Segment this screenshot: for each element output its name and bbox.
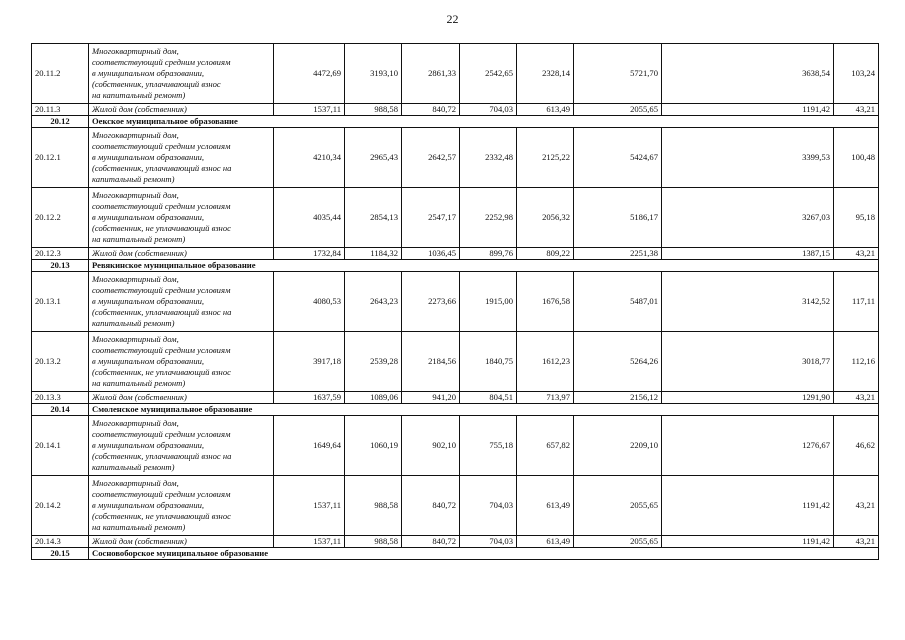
table-body (32, 44, 879, 560)
value-col-8: 43,21 (834, 476, 879, 536)
description-line: Многоквартирный дом, (92, 418, 179, 428)
value-col-1: 4472,69 (274, 44, 345, 104)
value-col-2: 2854,13 (345, 188, 402, 248)
table-row (32, 332, 879, 392)
value-col-8: 43,21 (834, 392, 879, 404)
value-col-3: 902,10 (402, 416, 460, 476)
row-code: 20.11.3 (32, 104, 89, 116)
row-description (89, 104, 274, 116)
description-line: соответствующий средним условиям (92, 489, 231, 499)
row-code: 20.14.1 (32, 416, 89, 476)
value-col-1: 4080,53 (274, 272, 345, 332)
value-col-6: 5424,67 (574, 128, 662, 188)
description-line: соответствующий средним условиям (92, 345, 231, 355)
value-col-8: 43,21 (834, 104, 879, 116)
value-col-3: 2861,33 (402, 44, 460, 104)
value-col-6: 2156,12 (574, 392, 662, 404)
value-col-4: 804,51 (460, 392, 517, 404)
description-line: (собственник, уплачивающий взнос (92, 79, 221, 89)
row-code: 20.15 (32, 548, 89, 560)
value-col-5: 613,49 (517, 476, 574, 536)
value-col-5: 809,22 (517, 248, 574, 260)
row-description (89, 392, 274, 404)
value-col-1: 1732,84 (274, 248, 345, 260)
value-col-6: 5487,01 (574, 272, 662, 332)
value-col-4: 1915,00 (460, 272, 517, 332)
description-line: в муниципальном образовании, (92, 212, 205, 222)
section-row (32, 260, 879, 272)
value-col-6: 2055,65 (574, 536, 662, 548)
description-line: (собственник, уплачивающий взнос на (92, 451, 232, 461)
table-row (32, 44, 879, 104)
value-col-2: 988,58 (345, 536, 402, 548)
value-col-5: 1612,23 (517, 332, 574, 392)
section-row (32, 116, 879, 128)
description-line: Жилой дом (собственник) (92, 248, 187, 258)
value-col-2: 3193,10 (345, 44, 402, 104)
value-col-7: 3399,53 (662, 128, 834, 188)
value-col-7: 1191,42 (662, 536, 834, 548)
row-code: 20.13 (32, 260, 89, 272)
value-col-4: 704,03 (460, 104, 517, 116)
value-col-7: 1387,15 (662, 248, 834, 260)
value-col-1: 1537,11 (274, 104, 345, 116)
value-col-1: 1537,11 (274, 476, 345, 536)
row-code: 20.14.2 (32, 476, 89, 536)
value-col-4: 1840,75 (460, 332, 517, 392)
description-line: соответствующий средним условиям (92, 429, 231, 439)
row-code: 20.13.2 (32, 332, 89, 392)
value-col-7: 3638,54 (662, 44, 834, 104)
section-row (32, 404, 879, 416)
value-col-6: 5264,26 (574, 332, 662, 392)
row-description (89, 416, 274, 476)
value-col-8: 43,21 (834, 536, 879, 548)
row-code: 20.13.1 (32, 272, 89, 332)
value-col-5: 2328,14 (517, 44, 574, 104)
value-col-5: 1676,58 (517, 272, 574, 332)
description-line: капитальный ремонт) (92, 318, 175, 328)
description-line: Многоквартирный дом, (92, 46, 179, 56)
value-col-3: 840,72 (402, 536, 460, 548)
table-row (32, 392, 879, 404)
value-col-7: 3142,52 (662, 272, 834, 332)
section-title: Оекское муниципальное образование (89, 116, 879, 128)
description-line: соответствующий средним условиям (92, 201, 231, 211)
value-col-3: 2184,56 (402, 332, 460, 392)
value-col-8: 117,11 (834, 272, 879, 332)
table-row (32, 128, 879, 188)
value-col-8: 100,48 (834, 128, 879, 188)
value-col-6: 5721,70 (574, 44, 662, 104)
description-line: на капитальный ремонт) (92, 378, 186, 388)
value-col-5: 613,49 (517, 536, 574, 548)
value-col-5: 2125,22 (517, 128, 574, 188)
description-line: (собственник, не уплачивающий взнос (92, 223, 231, 233)
value-col-3: 2642,57 (402, 128, 460, 188)
description-line: соответствующий средним условиям (92, 285, 231, 295)
value-col-1: 4210,34 (274, 128, 345, 188)
description-line: (собственник, не уплачивающий взнос (92, 367, 231, 377)
value-col-7: 1191,42 (662, 476, 834, 536)
table-row (32, 476, 879, 536)
description-line: в муниципальном образовании, (92, 152, 205, 162)
value-col-5: 613,49 (517, 104, 574, 116)
row-description (89, 536, 274, 548)
value-col-1: 3917,18 (274, 332, 345, 392)
description-line: в муниципальном образовании, (92, 500, 205, 510)
value-col-6: 5186,17 (574, 188, 662, 248)
value-col-3: 2547,17 (402, 188, 460, 248)
description-line: Многоквартирный дом, (92, 190, 179, 200)
row-description (89, 272, 274, 332)
value-col-4: 899,76 (460, 248, 517, 260)
value-col-2: 2965,43 (345, 128, 402, 188)
value-col-2: 1184,32 (345, 248, 402, 260)
value-col-8: 103,24 (834, 44, 879, 104)
value-col-7: 3018,77 (662, 332, 834, 392)
description-line: в муниципальном образовании, (92, 356, 205, 366)
row-code: 20.12.3 (32, 248, 89, 260)
row-description (89, 44, 274, 104)
description-line: в муниципальном образовании, (92, 440, 205, 450)
description-line: на капитальный ремонт) (92, 234, 186, 244)
description-line: (собственник, не уплачивающий взнос (92, 511, 231, 521)
value-col-7: 1291,90 (662, 392, 834, 404)
description-line: Многоквартирный дом, (92, 274, 179, 284)
value-col-4: 704,03 (460, 476, 517, 536)
table-row (32, 416, 879, 476)
row-code: 20.11.2 (32, 44, 89, 104)
page-number: 22 (446, 12, 459, 26)
value-col-1: 1537,11 (274, 536, 345, 548)
table-row (32, 536, 879, 548)
row-description (89, 476, 274, 536)
description-line: Жилой дом (собственник) (92, 392, 187, 402)
value-col-8: 112,16 (834, 332, 879, 392)
value-col-4: 2332,48 (460, 128, 517, 188)
table-row (32, 104, 879, 116)
value-col-2: 988,58 (345, 476, 402, 536)
description-line: на капитальный ремонт) (92, 90, 186, 100)
description-line: на капитальный ремонт) (92, 522, 186, 532)
value-col-1: 1649,64 (274, 416, 345, 476)
value-col-2: 1089,06 (345, 392, 402, 404)
row-code: 20.12.1 (32, 128, 89, 188)
value-col-3: 941,20 (402, 392, 460, 404)
row-description (89, 248, 274, 260)
value-col-8: 43,21 (834, 248, 879, 260)
description-line: в муниципальном образовании, (92, 68, 205, 78)
value-col-6: 2055,65 (574, 476, 662, 536)
section-title: Сосновоборское муниципальное образование (89, 548, 879, 560)
description-line: Жилой дом (собственник) (92, 104, 187, 114)
value-col-7: 3267,03 (662, 188, 834, 248)
description-line: капитальный ремонт) (92, 462, 175, 472)
value-col-8: 46,62 (834, 416, 879, 476)
value-col-4: 704,03 (460, 536, 517, 548)
row-code: 20.12.2 (32, 188, 89, 248)
value-col-7: 1191,42 (662, 104, 834, 116)
description-line: Многоквартирный дом, (92, 130, 179, 140)
section-title: Ревякинское муниципальное образование (89, 260, 879, 272)
value-col-5: 2056,32 (517, 188, 574, 248)
description-line: Многоквартирный дом, (92, 478, 179, 488)
description-line: (собственник, уплачивающий взнос на (92, 163, 232, 173)
value-col-2: 988,58 (345, 104, 402, 116)
description-line: в муниципальном образовании, (92, 296, 205, 306)
value-col-3: 840,72 (402, 104, 460, 116)
tariff-table (31, 43, 879, 560)
value-col-1: 4035,44 (274, 188, 345, 248)
value-col-7: 1276,67 (662, 416, 834, 476)
value-col-2: 1060,19 (345, 416, 402, 476)
description-line: соответствующий средним условиям (92, 141, 231, 151)
table-row (32, 188, 879, 248)
section-title: Смоленское муниципальное образование (89, 404, 879, 416)
value-col-3: 2273,66 (402, 272, 460, 332)
value-col-1: 1637,59 (274, 392, 345, 404)
value-col-5: 657,82 (517, 416, 574, 476)
row-code: 20.12 (32, 116, 89, 128)
value-col-4: 2542,65 (460, 44, 517, 104)
value-col-5: 713,97 (517, 392, 574, 404)
row-code: 20.14 (32, 404, 89, 416)
row-code: 20.13.3 (32, 392, 89, 404)
table-row (32, 248, 879, 260)
row-code: 20.14.3 (32, 536, 89, 548)
value-col-6: 2055,65 (574, 104, 662, 116)
row-description (89, 188, 274, 248)
description-line: (собственник, уплачивающий взнос на (92, 307, 232, 317)
section-row (32, 548, 879, 560)
row-description (89, 332, 274, 392)
table-row (32, 272, 879, 332)
value-col-6: 2251,38 (574, 248, 662, 260)
description-line: Жилой дом (собственник) (92, 536, 187, 546)
description-line: Многоквартирный дом, (92, 334, 179, 344)
value-col-3: 840,72 (402, 476, 460, 536)
row-description (89, 128, 274, 188)
value-col-2: 2539,28 (345, 332, 402, 392)
description-line: капитальный ремонт) (92, 174, 175, 184)
value-col-2: 2643,23 (345, 272, 402, 332)
value-col-4: 755,18 (460, 416, 517, 476)
value-col-8: 95,18 (834, 188, 879, 248)
value-col-6: 2209,10 (574, 416, 662, 476)
value-col-3: 1036,45 (402, 248, 460, 260)
value-col-4: 2252,98 (460, 188, 517, 248)
description-line: соответствующий средним условиям (92, 57, 231, 67)
